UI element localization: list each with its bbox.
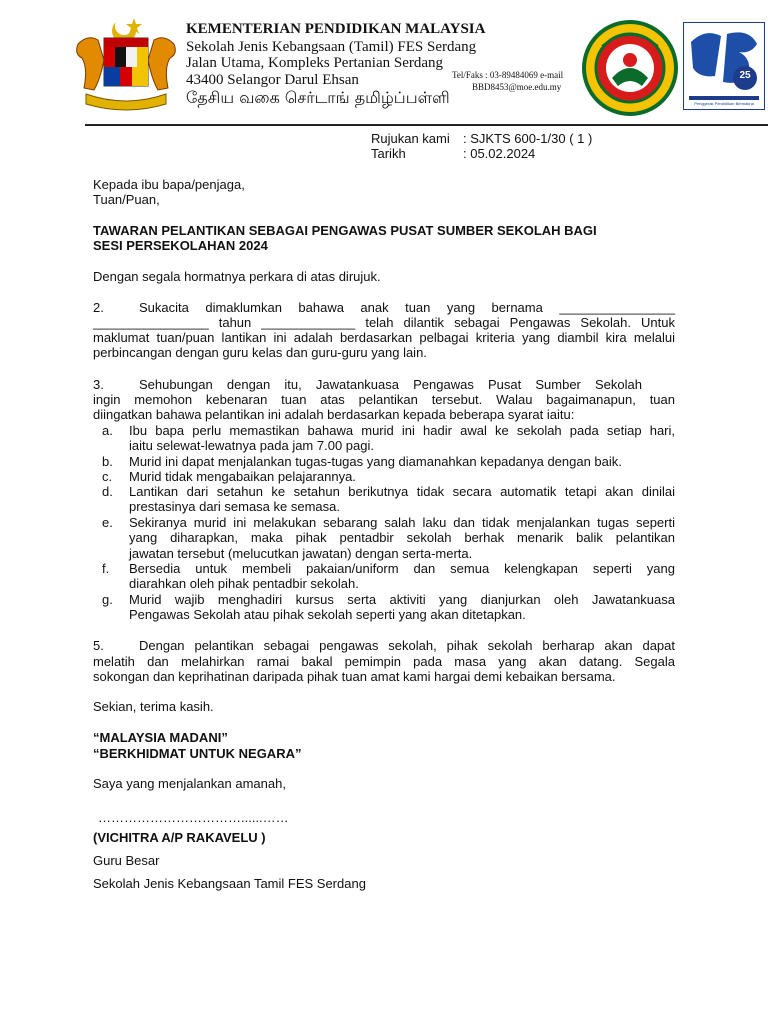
malaysia-coat-of-arms-logo [72, 14, 180, 114]
intro-paragraph: Dengan segala hormatnya perkara di atas dirujuk. [93, 269, 381, 284]
tamil-school-name: தேசிய வகை செர்டாங் தமிழ்ப்பள்ளி [186, 88, 450, 107]
condition-letter: f. [102, 561, 110, 576]
slogan-berkhidmat: “BERKHIDMAT UNTUK NEGARA” [93, 746, 302, 761]
ts25-badge-number: 25 [739, 70, 751, 81]
letter-title-line-1: TAWARAN PELANTIKAN SEBAGAI PENGAWAS PUSAT SUMBER SEKOLAH BAGI [93, 223, 597, 238]
condition-text: Lantikan dari setahun ke setahun berikutnya tidak secara automatik tetapi akan dinilai [129, 484, 675, 499]
contact-phone-fax: Tel/Faks : 03-89484069 e-mail [452, 70, 564, 80]
closing-thanks: Sekian, terima kasih. [93, 699, 214, 714]
signer-title: Guru Besar [93, 853, 160, 868]
paragraph-2-line-1: Sukacita dimaklumkan bahawa anak tuan yang bernama ________________ [139, 300, 675, 315]
condition-text: Pengawas Sekolah atau pihak sekolah seperti yang akan ditetapkan. [129, 607, 526, 622]
paragraph-2-line-2: ________________ tahun _____________ telah dilantik sebagai Pengawas Sekolah. Untuk [93, 315, 675, 330]
paragraph-2-line-3: maklumat tuan/puan lantikan ini adalah berdasarkan pelbagai kriteria yang diambil kira melalui [93, 330, 675, 345]
letter-title-line-2: SESI PERSEKOLAHAN 2024 [93, 238, 268, 253]
contact-email: BBD8453@moe.edu.my [472, 82, 562, 92]
condition-text: Ibu bapa perlu memastikan bahawa murid ini hadir awal ke sekolah pada setiap hari, [129, 423, 675, 438]
salutation-parents: Kepada ibu bapa/penjaga, [93, 177, 245, 192]
condition-text: Bersedia untuk membeli pakaian/uniform dan semua kelengkapan seperti yang [129, 561, 675, 576]
condition-text: diarahkan oleh pihak pentadbir sekolah. [129, 576, 359, 591]
condition-text: Murid tidak mengabaikan pelajarannya. [129, 469, 356, 484]
ts25-caption: Penggerak Pendidikan Bermakna [694, 101, 754, 106]
condition-text: Murid ini dapat menjalankan tugas-tugas yang diamanahkan kepadanya dengan baik. [129, 454, 622, 469]
paragraph-5-line-1: Dengan pelantikan sebagai pengawas sekolah, pihak sekolah berharap akan dapat [139, 638, 675, 653]
date-label: Tarikh [371, 146, 406, 161]
slogan-malaysia-madani: “MALAYSIA MADANI” [93, 730, 228, 745]
paragraph-3-number: 3. [93, 377, 104, 392]
condition-text: iaitu selewat-lewatnya pada jam 7.00 pagi. [129, 438, 374, 453]
school-logo [582, 20, 678, 116]
paragraph-3-line-3: diingatkan bahawa pelantikan ini adalah berdasarkan kepada beberapa syarat iaitu: [93, 407, 575, 422]
condition-text: prestasinya dari semasa ke semasa. [129, 499, 340, 514]
condition-letter: a. [102, 423, 113, 438]
condition-letter: c. [102, 469, 113, 484]
condition-letter: b. [102, 454, 113, 469]
condition-letter: e. [102, 515, 113, 530]
trust-statement: Saya yang menjalankan amanah, [93, 776, 286, 791]
condition-text: Sekiranya murid ini melakukan sebarang salah laku dan tidak menjalankan tugas seperti [129, 515, 675, 530]
condition-text: Murid wajib menghadiri kursus serta aktiviti yang dianjurkan oleh Jawatankuasa [129, 592, 675, 607]
condition-letter: d. [102, 484, 113, 499]
salutation-sir-madam: Tuan/Puan, [93, 192, 160, 207]
paragraph-2-number: 2. [93, 300, 104, 315]
ts25-logo [683, 22, 765, 110]
signer-name: (VICHITRA A/P RAKAVELU ) [93, 830, 266, 845]
paragraph-3-line-2: ingin memohon kebenaran tuan atas pelantikan tersebut. Walau bagaimanapun, tuan [93, 392, 675, 407]
paragraph-2-line-4: perbincangan dengan guru kelas dan guru-guru yang lain. [93, 345, 427, 360]
condition-letter: g. [102, 592, 113, 607]
signer-school: Sekolah Jenis Kebangsaan Tamil FES Serdang [93, 876, 366, 891]
signature-line: ……………………………......…… [98, 810, 289, 825]
condition-text: jawatan tersebut (melucutkan jawatan) dengan serta-merta. [129, 546, 473, 561]
paragraph-5-line-2: melatih dan melahirkan ramai bakal pemimpin pada masa yang akan datang. Segala [93, 654, 675, 669]
paragraph-5-line-3: sokongan dan keprihatinan daripada pihak tuan amat kami hargai demi kebaikan bersama. [93, 669, 616, 684]
date-value: : 05.02.2024 [463, 146, 536, 161]
address-line-2: 43400 Selangor Darul Ehsan [186, 72, 359, 88]
reference-label: Rujukan kami [371, 131, 450, 146]
address-line-1: Jalan Utama, Kompleks Pertanian Serdang [186, 55, 444, 71]
header-divider [85, 124, 768, 126]
reference-value: : SJKTS 600-1/30 ( 1 ) [463, 131, 593, 146]
condition-text: yang diharapkan, maka pihak pentadbir sekolah berhak menarik balik pelantikan [129, 530, 675, 545]
school-name: Sekolah Jenis Kebangsaan (Tamil) FES Serdang [186, 39, 477, 55]
paragraph-5-number: 5. [93, 638, 104, 653]
paragraph-3-line-1: Sehubungan dengan itu, Jawatankuasa Pengawas Pusat Sumber Sekolah [139, 377, 642, 392]
ministry-name: KEMENTERIAN PENDIDIKAN MALAYSIA [186, 21, 486, 37]
